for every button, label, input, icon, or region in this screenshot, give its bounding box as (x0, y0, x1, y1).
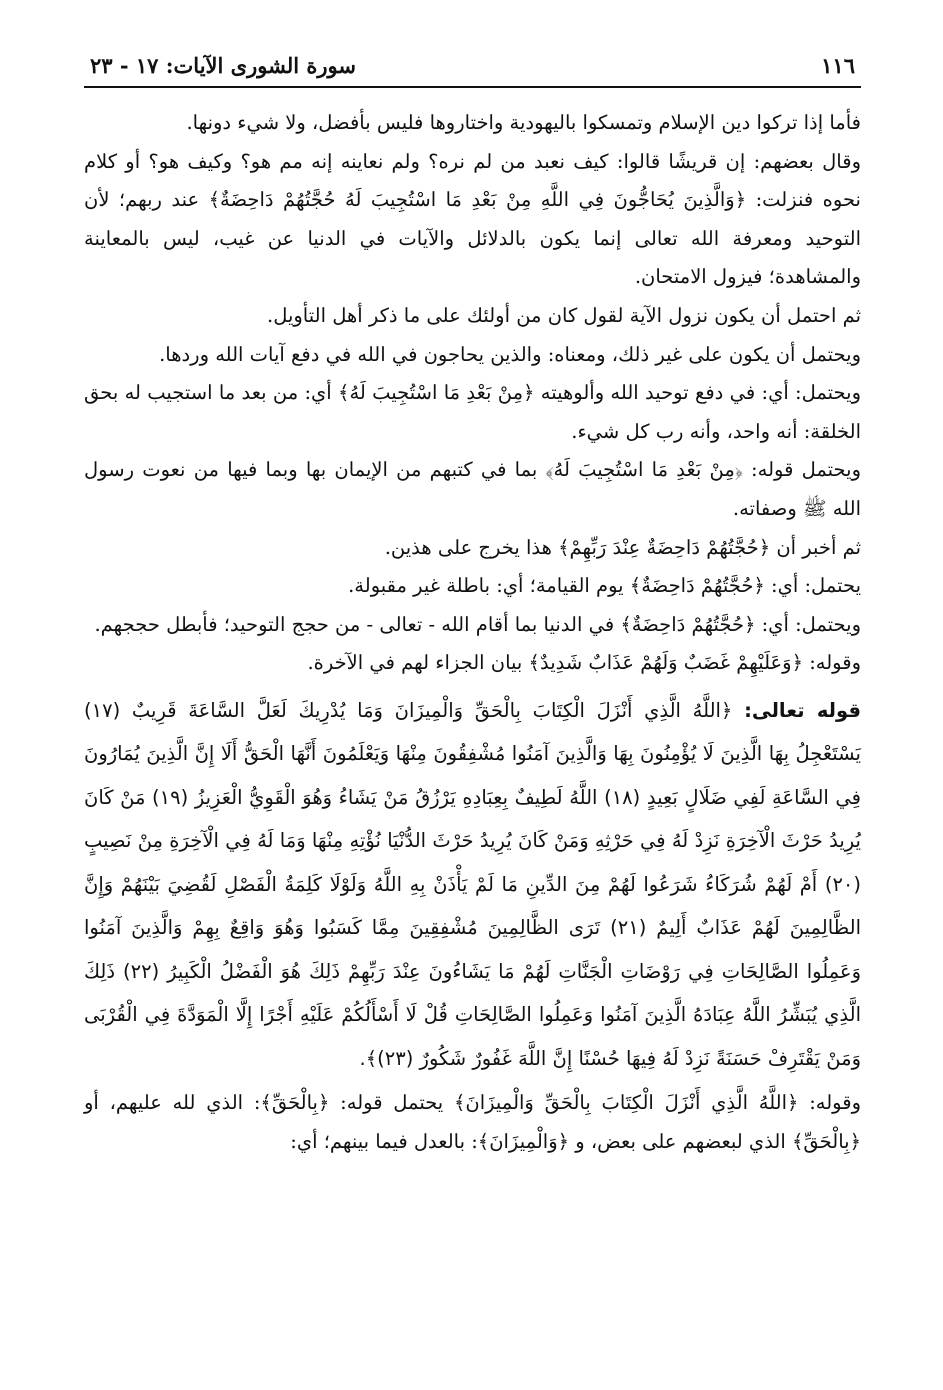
header-rule (84, 86, 861, 88)
paragraph: وقال بعضهم: إن قريشًا قالوا: كيف نعبد من لم نره؟ ولم نعاينه إنه مم هو؟ وكيف هو؟ أو كلام نحوه فنزلت: ﴿وَالَّذِينَ يُحَاجُّونَ فِي اللَّهِ مِنْ بَعْدِ مَا اسْتُجِيبَ لَهُ حُجَّتُهُمْ دَاحِضَةٌ﴾ عند ربهم؛ لأن التوحيد ومعرفة الله تعالى إنما يكون بالدلائل والآيات في الدنيا عن غيب، ليس بالمعاينة والمشاهدة؛ فيزول الامتحان. (84, 149, 861, 289)
paragraph: ويحتمل: أي: ﴿حُجَّتُهُمْ دَاحِضَةٌ﴾ في الدنيا بما أقام الله - تعالى - من حجج التوحيد؛ فأبطل حججهم. (94, 612, 861, 636)
verse-lead-label: قوله تعالى: (744, 698, 861, 722)
quran-verses-block (84, 689, 861, 1081)
paragraph: يحتمل: أي: ﴿حُجَّتُهُمْ دَاحِضَةٌ﴾ يوم القيامة؛ أي: باطلة غير مقبولة. (348, 574, 861, 598)
commentary-continuation (84, 1084, 861, 1161)
book-page (84, 52, 861, 1162)
paragraph: ويحتمل قوله: ﴿مِنْ بَعْدِ مَا اسْتُجِيبَ لَهُ﴾ بما في كتبهم من الإيمان بها وبما فيها من نعوت رسول الله ﷺ وصفاته. (84, 458, 861, 520)
paragraph: وقوله: ﴿وَعَلَيْهِمْ غَضَبٌ وَلَهُمْ عَذَابٌ شَدِيدٌ﴾ بيان الجزاء لهم في الآخرة. (307, 651, 861, 675)
paragraph: ويحتمل: أي: في دفع توحيد الله وألوهيته ﴿مِنْ بَعْدِ مَا اسْتُجِيبَ لَهُ﴾ أي: من بعد ما استجيب له بحق الخلقة: أنه واحد، وأنه رب كل شيء. (84, 381, 861, 443)
paragraph: ويحتمل أن يكون على غير ذلك، ومعناه: والذين يحاجون في الله في دفع آيات الله وردها. (159, 342, 861, 366)
paragraph: ثم أخبر أن ﴿حُجَّتُهُمْ دَاحِضَةٌ عِنْدَ رَبِّهِمْ﴾ هذا يخرج على هذين. (384, 535, 861, 559)
surah-title: سورة الشورى الآيات: ١٧ - ٢٣ (90, 53, 356, 78)
page-number: ١١٦ (821, 53, 855, 78)
quran-verses: ﴿اللَّهُ الَّذِي أَنْزَلَ الْكِتَابَ بِالْحَقِّ وَالْمِيزَانَ وَمَا يُدْرِيكَ لَعَلَّ السَّاعَةَ قَرِيبٌ (١٧) يَسْتَعْجِلُ بِهَا الَّذِينَ لَا يُؤْمِنُونَ بِهَا وَالَّذِينَ آمَنُوا مُشْفِقُونَ مِنْهَا وَيَعْلَمُونَ أَنَّهَا الْحَقُّ أَلَا إِنَّ الَّذِينَ يُمَارُونَ فِي السَّاعَةِ لَفِي ضَلَالٍ بَعِيدٍ (١٨) اللَّهُ لَطِيفٌ بِعِبَادِهِ يَرْزُقُ مَنْ يَشَاءُ وَهُوَ الْقَوِيُّ الْعَزِيزُ (١٩) مَنْ كَانَ يُرِيدُ حَرْثَ الْآخِرَةِ نَزِدْ لَهُ فِي حَرْثِهِ وَمَنْ كَانَ يُرِيدُ حَرْثَ الدُّنْيَا نُؤْتِهِ مِنْهَا وَمَا لَهُ فِي الْآخِرَةِ مِنْ نَصِيبٍ (٢٠) أَمْ لَهُمْ شُرَكَاءُ شَرَعُوا لَهُمْ مِنَ الدِّينِ مَا لَمْ يَأْذَنْ بِهِ اللَّهُ وَلَوْلَا كَلِمَةُ الْفَصْلِ لَقُضِيَ بَيْنَهُمْ وَإِنَّ الظَّالِمِينَ لَهُمْ عَذَابٌ أَلِيمٌ (٢١) تَرَى الظَّالِمِينَ مُشْفِقِينَ مِمَّا كَسَبُوا وَهُوَ وَاقِعٌ بِهِمْ وَالَّذِينَ آمَنُوا وَعَمِلُوا الصَّالِحَاتِ فِي رَوْضَاتِ الْجَنَّاتِ لَهُمْ مَا يَشَاءُونَ عِنْدَ رَبِّهِمْ ذَلِكَ هُوَ الْفَضْلُ الْكَبِيرُ (٢٢) ذَلِكَ الَّذِي يُبَشِّرُ اللَّهُ عِبَادَهُ الَّذِينَ آمَنُوا وَعَمِلُوا الصَّالِحَاتِ قُلْ لَا أَسْأَلُكُمْ عَلَيْهِ أَجْرًا إِلَّا الْمَوَدَّةَ فِي الْقُرْبَى وَمَنْ يَقْتَرِفْ حَسَنَةً نَزِدْ لَهُ فِيهَا حُسْنًا إِنَّ اللَّهَ غَفُورٌ شَكُورٌ (٢٣)﴾. (84, 698, 861, 1070)
paragraph: ثم احتمل أن يكون نزول الآية لقول كان من أولئك على ما ذكر أهل التأويل. (267, 303, 861, 327)
page-header (84, 52, 861, 86)
paragraph: فأما إذا تركوا دين الإسلام وتمسكوا باليهودية واختاروها فليس بأفضل، ولا شيء دونها. (186, 111, 861, 134)
commentary-body (84, 104, 861, 683)
paragraph: وقوله: ﴿اللَّهُ الَّذِي أَنْزَلَ الْكِتَابَ بِالْحَقِّ وَالْمِيزَانَ﴾ يحتمل قوله: ﴿بِالْحَقِّ﴾: الذي لله عليهم، أو ﴿بِالْحَقِّ﴾ الذي لبعضهم على بعض، و ﴿وَالْمِيزَانَ﴾: بالعدل فيما بينهم؛ أي: (84, 1091, 861, 1153)
